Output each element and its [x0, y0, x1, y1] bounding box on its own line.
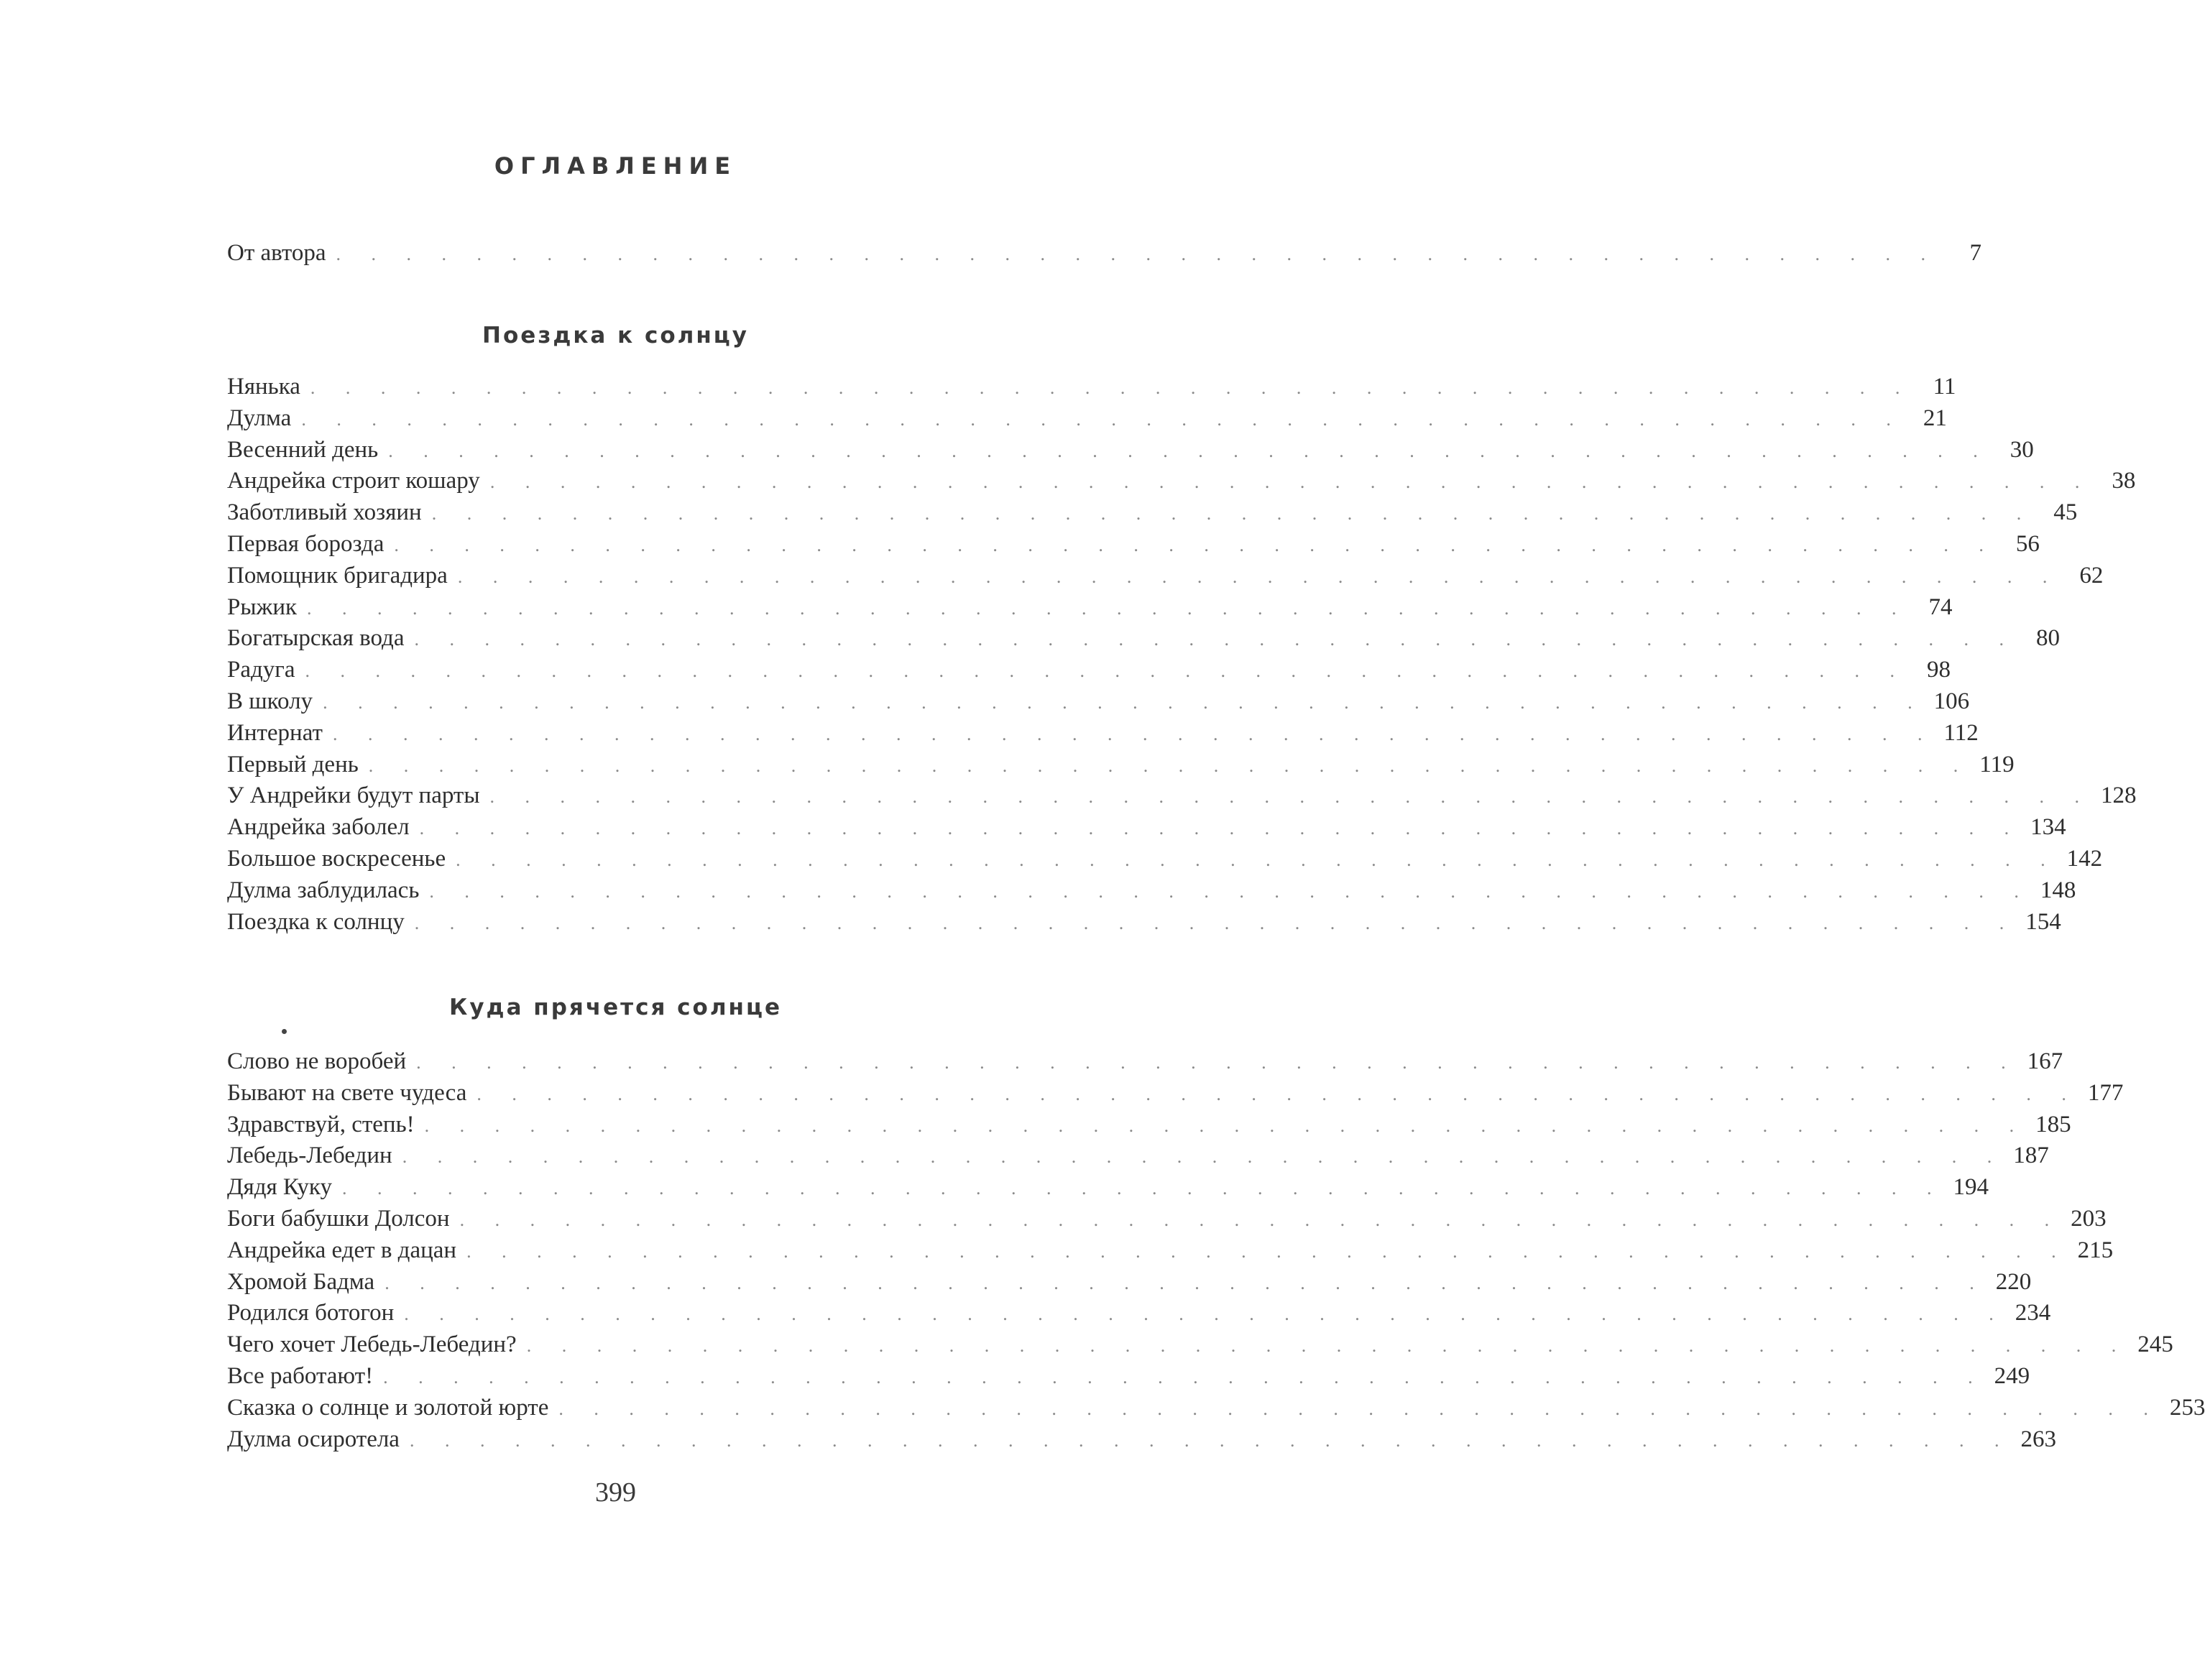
toc-entry-label: Хромой Бадма [227, 1268, 375, 1295]
toc-leader: . . . . . . . . . . . . . . . . . . . . . . . . . . . . . . . . . . . . . . . . . . . . . . [416, 1052, 2019, 1073]
toc-entry [227, 749, 2015, 780]
toc-entry-label: Помощник бригадира [227, 562, 448, 589]
toc-page-number: 7 [1969, 240, 1982, 266]
toc-entry-label: Дядя Куку [227, 1174, 333, 1201]
toc-page-number: 249 [1994, 1363, 2030, 1389]
toc-entry-label: Андрейка едет в дацан [227, 1237, 457, 1263]
section-title: Куда прячется солнце [449, 994, 782, 1020]
toc-page-number: 203 [2071, 1206, 2107, 1232]
toc-page-number: 154 [2025, 908, 2061, 935]
toc-entry [227, 591, 1953, 623]
toc-entry-label: Рыжик [227, 594, 298, 620]
toc-entry [227, 1266, 2032, 1298]
toc-leader: . . . . . . . . . . . . . . . . . . . . . . . . . . . . . . . . . . . . . . . . . . . . . . [489, 786, 2093, 808]
page-title: ОГЛАВЛЕНИЕ [494, 152, 737, 180]
toc-page-number: 187 [2013, 1143, 2049, 1169]
toc-entry-label: Первая борозда [227, 531, 385, 557]
toc-page-number: 253 [2169, 1394, 2205, 1421]
toc-entry-label: Большое воскресенье [227, 846, 446, 872]
toc-page-number: 106 [1933, 688, 1970, 714]
toc-leader: . . . . . . . . . . . . . . . . . . . . . . . . . . . . . . . . . . . . . . . . . . . . . . [305, 660, 1907, 682]
toc-entry [227, 686, 1970, 717]
toc-leader: . . . . . . . . . . . . . . . . . . . . . . . . . . . . . . . . . . . . . . . . . . . . . . [457, 566, 2061, 587]
toc-entry-label: Андрейка заболел [227, 814, 410, 841]
toc-leader: . . . . . . . . . . . . . . . . . . . . . . . . . . . . . . . . . . . . . . . . . . . . . . [323, 692, 1925, 713]
toc-entry [227, 1329, 2173, 1360]
toc-leader: . . . . . . . . . . . . . . . . . . . . . . . . . . . . . . . . . . . . . . . . . . . . . . [385, 1272, 1987, 1293]
toc-leader: . . . . . . . . . . . . . . . . . . . . . . . . . . . . . . . . . . . . . . . . . . . . . . [424, 1114, 2027, 1136]
toc-entry [227, 622, 2060, 654]
toc-leader: . . . . . . . . . . . . . . . . . . . . . . . . . . . . . . . . . . . . . . . . . . . . . . [456, 849, 2058, 870]
toc-page-number: 134 [2030, 814, 2066, 841]
toc-leader: . . . . . . . . . . . . . . . . . . . . . . . . . . . . . . . . . . . . . . . . . . . . . . [402, 1146, 2005, 1168]
toc-page-number: 45 [2053, 499, 2078, 526]
toc-entry [227, 1360, 2030, 1392]
toc-entry-label: Дулма [227, 405, 292, 431]
toc-entry [227, 1077, 2124, 1109]
toc-entry-label: Поездка к солнцу [227, 908, 405, 935]
toc-entry-label: Заботливый хозяин [227, 499, 422, 526]
stray-mark [282, 1029, 287, 1034]
toc-entry-label: Здравствуй, степь! [227, 1111, 415, 1137]
toc-entry [227, 402, 1947, 434]
toc-page-number: 62 [2079, 562, 2104, 589]
toc-page-number: 80 [2035, 625, 2060, 652]
toc-leader: . . . . . . . . . . . . . . . . . . . . . . . . . . . . . . . . . . . . . . . . . . . . . . [336, 244, 1939, 264]
toc-page-number: 74 [1928, 594, 1953, 620]
toc-leader: . . . . . . . . . . . . . . . . . . . . . . . . . . . . . . . . . . . . . . . . . . . . . . [342, 1178, 1945, 1199]
toc-page-number: 56 [2015, 531, 2040, 557]
toc-page-number: 167 [2027, 1048, 2063, 1074]
toc-leader: . . . . . . . . . . . . . . . . . . . . . . . . . . . . . . . . . . . . . . . . . . . . . . [310, 377, 1913, 398]
page-number: 399 [595, 1477, 636, 1508]
toc-entry-label: Нянька [227, 374, 300, 400]
toc-page-number: 148 [2040, 877, 2076, 903]
toc-entry [227, 1203, 2107, 1234]
toc-entry-label: Радуга [227, 657, 295, 683]
toc-page-number: 220 [1995, 1268, 2032, 1295]
toc-entry-label: Лебедь-Лебедин [227, 1143, 392, 1169]
toc-page-number: 21 [1923, 405, 1947, 431]
toc-entry [227, 1423, 2056, 1455]
toc-entry-label: В школу [227, 688, 313, 714]
toc-entry [227, 528, 2040, 560]
toc-page-number: 30 [2010, 436, 2034, 463]
toc-leader: . . . . . . . . . . . . . . . . . . . . . . . . . . . . . . . . . . . . . . . . . . . . . . [394, 535, 1997, 555]
toc-entry [227, 371, 1956, 402]
toc-entry [227, 906, 2061, 938]
toc-leader: . . . . . . . . . . . . . . . . . . . . . . . . . . . . . . . . . . . . . . . . . . . . . . [404, 1303, 2007, 1325]
toc-entry-label: Первый день [227, 751, 359, 777]
section-title: Поездка к солнцу [482, 323, 749, 349]
toc-entry-intro [227, 237, 1982, 269]
toc-page-number: 119 [1979, 751, 2015, 777]
toc-entry-label: Боги бабушки Долсон [227, 1206, 450, 1232]
toc-entry [227, 780, 2137, 811]
toc-leader: . . . . . . . . . . . . . . . . . . . . . . . . . . . . . . . . . . . . . . . . . . . . . . [383, 1367, 1986, 1388]
toc-page-number: 38 [2112, 468, 2136, 494]
toc-page-number: 215 [2077, 1237, 2114, 1263]
toc-entry-label: Андрейка строит кошару [227, 468, 480, 494]
toc-entry [227, 654, 1951, 686]
toc-leader: . . . . . . . . . . . . . . . . . . . . . . . . . . . . . . . . . . . . . . . . . . . . . . [466, 1240, 2069, 1262]
toc-entry-label: Богатырская вода [227, 625, 405, 652]
toc-entry [227, 874, 2076, 906]
toc-leader: . . . . . . . . . . . . . . . . . . . . . . . . . . . . . . . . . . . . . . . . . . . . . . [368, 754, 1971, 776]
toc-page-number: 185 [2035, 1111, 2071, 1137]
toc-entry-label: Интернат [227, 719, 323, 746]
toc-leader: . . . . . . . . . . . . . . . . . . . . . . . . . . . . . . . . . . . . . . . . . . . . . . [526, 1335, 2130, 1357]
toc-page-number: 263 [2020, 1426, 2056, 1452]
toc-entry-label: Сказка о солнце и золотой юрте [227, 1394, 549, 1421]
toc-entry-label: Бывают на свете чудеса [227, 1079, 467, 1106]
toc-entry-label: Родился ботогон [227, 1300, 395, 1326]
toc-entry [227, 1140, 2049, 1171]
toc-entry [227, 1109, 2071, 1140]
toc-entry [227, 1171, 1989, 1203]
toc-page-number: 98 [1926, 657, 1951, 683]
toc-leader: . . . . . . . . . . . . . . . . . . . . . . . . . . . . . . . . . . . . . . . . . . . . . . [477, 1083, 2079, 1104]
toc-page-number: 234 [2015, 1300, 2051, 1326]
toc-leader: . . . . . . . . . . . . . . . . . . . . . . . . . . . . . . . . . . . . . . . . . . . . . . [489, 471, 2093, 493]
toc-entry [227, 434, 2034, 466]
toc-page-number: 177 [2087, 1079, 2124, 1106]
toc-entry-label: Дулма осиротела [227, 1426, 400, 1452]
toc-entry-label: От автора [227, 240, 326, 266]
toc-leader: . . . . . . . . . . . . . . . . . . . . . . . . . . . . . . . . . . . . . . . . . . . . . . [431, 503, 2035, 525]
toc-leader: . . . . . . . . . . . . . . . . . . . . . . . . . . . . . . . . . . . . . . . . . . . . . . [414, 629, 2017, 650]
toc-leader: . . . . . . . . . . . . . . . . . . . . . . . . . . . . . . . . . . . . . . . . . . . . . . [459, 1209, 2063, 1230]
toc-page-number: 245 [2137, 1331, 2173, 1358]
toc-entry [227, 811, 2066, 843]
toc-entry-label: Чего хочет Лебедь-Лебедин? [227, 1331, 517, 1358]
toc-leader: . . . . . . . . . . . . . . . . . . . . . . . . . . . . . . . . . . . . . . . . . . . . . . [414, 912, 2017, 933]
toc-page-number: 112 [1943, 719, 1979, 746]
toc-entry [227, 1046, 2063, 1077]
toc-leader: . . . . . . . . . . . . . . . . . . . . . . . . . . . . . . . . . . . . . . . . . . . . . . [332, 723, 1935, 744]
toc-entry [227, 843, 2103, 874]
toc-leader: . . . . . . . . . . . . . . . . . . . . . . . . . . . . . . . . . . . . . . . . . . . . . . [419, 818, 2022, 839]
toc-page-number: 142 [2066, 846, 2103, 872]
toc-entry [227, 465, 2136, 497]
toc-entry [227, 1297, 2051, 1329]
toc-page-number: 194 [1953, 1174, 1989, 1201]
toc-entry-label: Слово не воробей [227, 1048, 407, 1074]
toc-entry [227, 497, 2078, 528]
toc-entry [227, 560, 2104, 591]
toc-entry [227, 1234, 2114, 1266]
toc-leader: . . . . . . . . . . . . . . . . . . . . . . . . . . . . . . . . . . . . . . . . . . . . . . [409, 1429, 2012, 1451]
toc-entry-label: Дулма заблудилась [227, 877, 420, 903]
toc-leader: . . . . . . . . . . . . . . . . . . . . . . . . . . . . . . . . . . . . . . . . . . . . . . [429, 880, 2032, 902]
toc-page-number: 128 [2101, 783, 2137, 809]
toc-page-number: 11 [1933, 374, 1956, 400]
toc-entry-label: Весенний день [227, 436, 379, 463]
toc-entry [227, 717, 1979, 749]
toc-entry-label: У Андрейки будут парты [227, 783, 480, 809]
toc-entry [227, 1392, 2205, 1423]
toc-entry-label: Все работают! [227, 1363, 374, 1389]
toc-leader: . . . . . . . . . . . . . . . . . . . . . . . . . . . . . . . . . . . . . . . . . . . . . . [388, 440, 1991, 461]
toc-leader: . . . . . . . . . . . . . . . . . . . . . . . . . . . . . . . . . . . . . . . . . . . . . . [558, 1398, 2161, 1419]
toc-leader: . . . . . . . . . . . . . . . . . . . . . . . . . . . . . . . . . . . . . . . . . . . . . . [307, 597, 1910, 619]
toc-leader: . . . . . . . . . . . . . . . . . . . . . . . . . . . . . . . . . . . . . . . . . . . . . . [301, 408, 1904, 430]
